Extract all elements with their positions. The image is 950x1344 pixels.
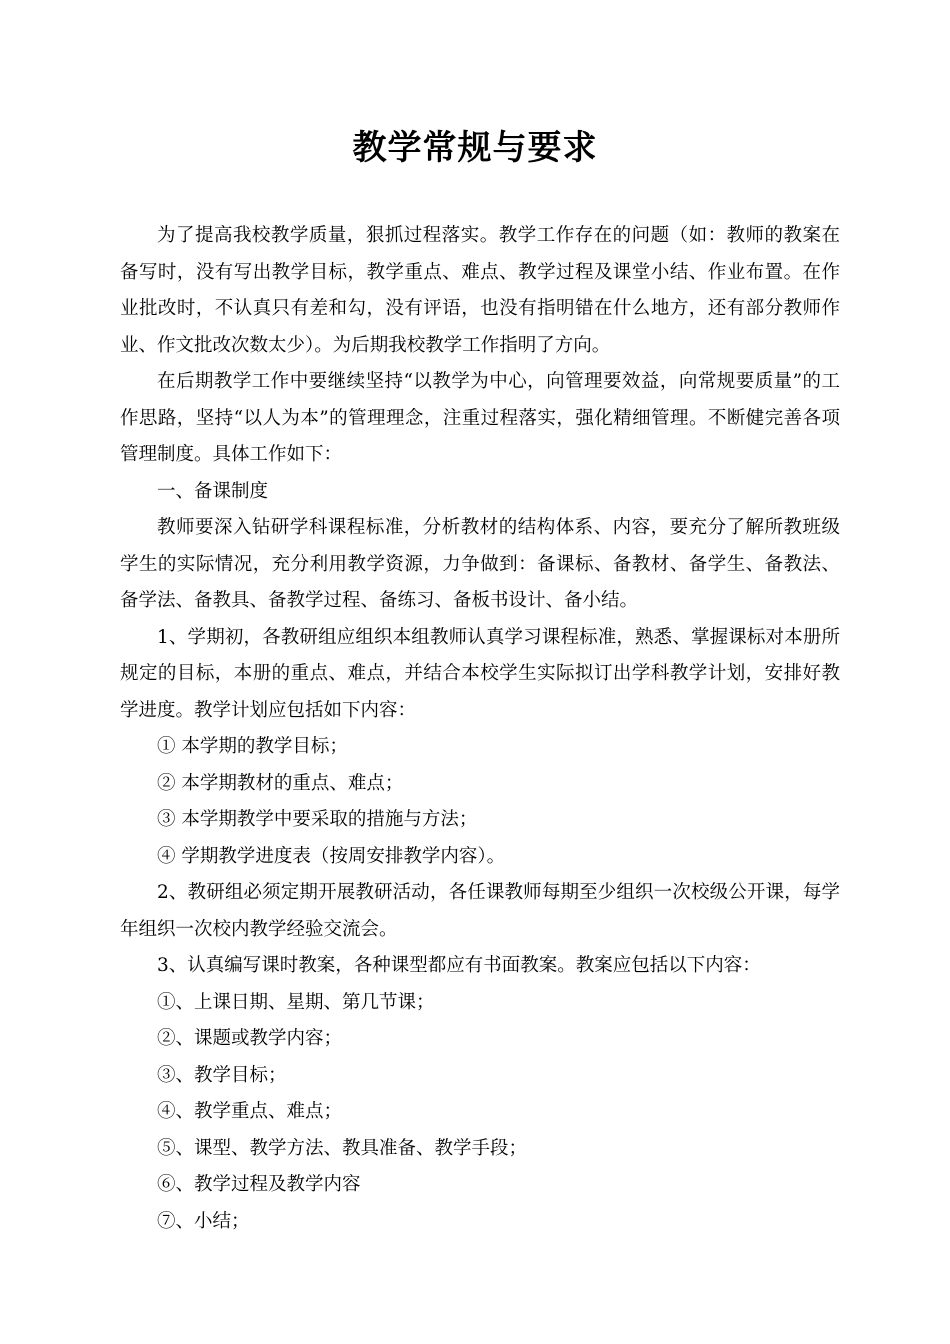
rule-3-item: ③、教学目标； — [157, 1064, 287, 1086]
paragraph-intro-1: 为了提高我校教学质量，狠抓过程落实。教学工作存在的问题（如：教师的教案在备写时，没有写出教学目标，教学重点、难点、教学过程及课堂小结、作业布置。在作业批改时，不认真只有差和勾，没有评语，也没有指明错在什么地方，还有部分教师作业、作文批改次数太少）。为后期我校教学工作指明了方向。 — [120, 225, 840, 356]
paragraph-lesson-prep: 教师要深入钻研学科课程标准，分析教材的结构体系、内容，要充分了解所教班级学生的实际情况，充分利用教学资源，力争做到：备课标、备教材、备学生、备教法、备学法、备教具、备教学过程、备练习、备板书设计、备小结。 — [120, 517, 840, 611]
rule-1: 1、学期初，各教研组应组织本组教师认真学习课程标准，熟悉、掌握课标对本册所规定的目标，本册的重点、难点，并结合本校学生实际拟订出学科教学计划，安排好教学进度。教学计划应包括如下内容： — [120, 626, 840, 721]
section-heading-lesson-prep: 一、备课制度 — [157, 480, 269, 502]
document-title: 教学常规与要求 — [352, 128, 598, 168]
rule-1-item: ② 本学期教材的重点、难点； — [157, 772, 404, 794]
rule-3-item: ⑦、小结； — [157, 1210, 250, 1232]
rule-1-item: ③ 本学期教学中要采取的措施与方法； — [157, 809, 478, 830]
paragraph-intro-2: 在后期教学工作中要继续坚持“以教学为中心，向管理要效益，向常规要质量”的工作思路，坚持“以人为本”的管理理念，注重过程落实，强化精细管理。不断健完善各项管理制度。具体工作如下： — [120, 371, 840, 465]
rule-3-item: ④、教学重点、难点； — [157, 1101, 343, 1122]
rule-1-item: ① 本学期的教学目标； — [157, 736, 348, 757]
document-body — [120, 218, 840, 1240]
rule-3-item: ②、课题或教学内容； — [157, 1028, 343, 1049]
rule-3-item: ①、上课日期、星期、第几节课； — [157, 991, 435, 1013]
rule-1-item: ④ 学期教学进度表（按周安排教学内容）。 — [157, 845, 506, 867]
rule-3: 3、认真编写课时教案，各种课型都应有书面教案。教案应包括以下内容： — [157, 955, 761, 976]
rule-2: 2、教研组必须定期开展教研活动，各任课教师每期至少组织一次校级公开课，每学年组织一次校内教学经验交流会。 — [120, 882, 840, 940]
rule-3-item: ⑥、教学过程及教学内容 — [157, 1174, 361, 1195]
rule-3-item: ⑤、课型、教学方法、教具准备、教学手段； — [157, 1137, 528, 1159]
